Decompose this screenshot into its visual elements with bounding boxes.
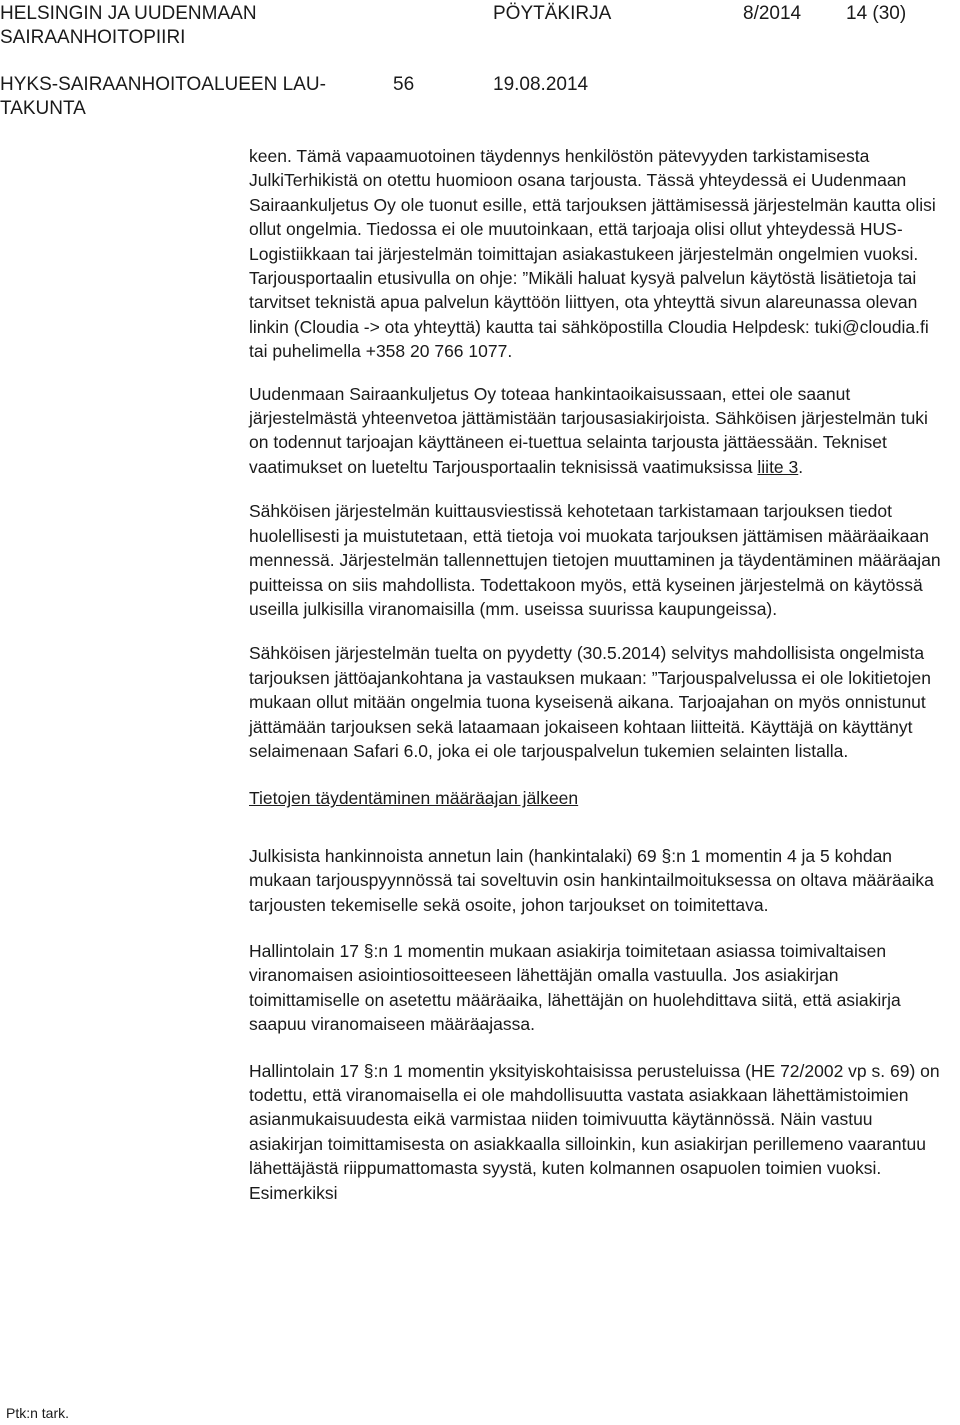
- meeting-date: 19.08.2014: [493, 74, 589, 95]
- page-number: 14 (30): [846, 3, 907, 24]
- section-heading: Tietojen täydentäminen määräajan jälkeen: [249, 788, 579, 809]
- paragraph-4: Sähköisen järjestelmän tuelta on pyydetty (30.5.2014) selvitys mahdollisista ongelmista tarjouksen jättöajankohtana ja vastauksen mukaan: ”Tarjouspalvelussa ei ole lokitietojen mukaan ollut mitään ongelmia tuona kyseisenä aikana. Tarjoajahan on myös onnistunut jättämään tarjouksen sekä lataamaan jokaiseen kohtaan liitteitä. Käyttäjä on käyttänyt selaimenaan Safari 6.0, joka ei ole tarjouspalvelun tukemien selainten listalla.: [249, 643, 931, 761]
- paragraph-2-text: Uudenmaan Sairaankuljetus Oy toteaa hankintaoikaisussaan, ettei ole saanut järjestelmästä yhteenvetoa jättämistään tarjousasiakirjoista. Sähköisen järjestelmän tuki on todennut tarjoajan käyttäneen ei-tuettua selainta tarjousta jättäessään. Tekniset vaatimukset on lueteltu Tarjousportaalin teknisissä vaatimuksissa: [249, 383, 928, 477]
- paragraph-2: [249, 382, 944, 480]
- org-name-line2: SAIRAANHOITOPIIRI: [0, 27, 186, 48]
- paragraph-7: Hallintolain 17 §:n 1 momentin yksityiskohtaisissa perusteluissa (HE 72/2002 vp s. 69) on todettu, että viranomaisella ei ole mahdollisuutta vastata asiakkaan lähettämistoimien asianmukaisuudesta eikä varmistaa niiden toimivuutta käytännössä. Näin vastuu asiakirjan toimittamisesta on asiakkaalla silloinkin, kun asiakirjan perillemeno vaarantuu lähettäjästä riippumattomasta syystä, kuten kolmannen osapuolen toimien vuoksi. Esimerkiksi: [249, 1060, 940, 1203]
- document-type: PÖYTÄKIRJA: [493, 3, 612, 24]
- body-name-line2: TAKUNTA: [0, 98, 86, 119]
- paragraph-5: Julkisista hankinnoista annetun lain (hankintalaki) 69 §:n 1 momentin 4 ja 5 kohdan mukaan tarjouspyynnössä tai soveltuvin osin hankintailmoituksessa on oltava määräaika tarjousten tekemiselle sekä osoite, johon tarjoukset on toimitettava.: [249, 845, 934, 915]
- attachment-link[interactable]: liite 3: [757, 456, 799, 477]
- paragraph-2-end: .: [798, 456, 804, 477]
- section-number: 56: [393, 74, 415, 95]
- paragraph-6: Hallintolain 17 §:n 1 momentin mukaan asiakirja toimitetaan asiassa toimivaltaisen viranomaisen asiointiosoitteeseen lähettäjän omalla vastuulla. Jos asiakirjan toimittamiselle on asetettu määräaika, lähettäjän on huolehdittava siitä, että asiakirja saapuu viranomaiseen määräajassa.: [249, 940, 901, 1035]
- paragraph-1: keen. Tämä vapaamuotoinen täydennys henkilöstön pätevyyden tarkistamisesta JulkiTerhikistä on otettu huomioon osana tarjousta. Tässä yhteydessä ei Uudenmaan Sairaankuljetus Oy ole tuonut esille, että tarjouksen jättämisessä järjestelmän kautta olisi ollut ongelmia. Tiedossa ei ole muutoinkaan, että tarjoaja olisi ollut yhteydessä HUS-Logistiikkaan tai järjestelmän toimittajan asiakastukeen järjestelmän ongelmien vuoksi. Tarjousportaalin etusivulla on ohje: ”Mikäli haluat kysyä palvelun käytöstä lisätietoja tai tarvitset teknistä apua palvelun käyttöön liittyen, ota yhteyttä sivun alareunassa olevan linkin (Cloudia -> ota yhteyttä) kautta tai sähköpostilla Cloudia Helpdesk: tuki@cloudia.fi tai puhelimella +358 20 766 1077.: [249, 146, 936, 362]
- org-name-line1: HELSINGIN JA UUDENMAAN: [0, 3, 257, 24]
- document-body: [249, 144, 944, 1205]
- body-name-line1: HYKS-SAIRAANHOITOALUEEN LAU-: [0, 74, 326, 95]
- document-number: 8/2014: [743, 3, 802, 24]
- minutes-checker-label: Ptk:n tark.: [6, 1405, 70, 1421]
- paragraph-3: Sähköisen järjestelmän kuittausviestissä kehotetaan tarkistamaan tarjouksen tiedot huolellisesti ja muistutetaan, että tietoja voi muokata tarjouksen jättämisen määräaikaan mennessä. Järjestelmän tallennettujen tietojen muuttaminen ja täydentäminen määräajan puitteissa on siis mahdollista. Todettakoon myös, että kyseinen järjestelmä on käytössä useilla julkisilla viranomaisilla (mm. useissa suurissa kaupungeissa).: [249, 501, 941, 619]
